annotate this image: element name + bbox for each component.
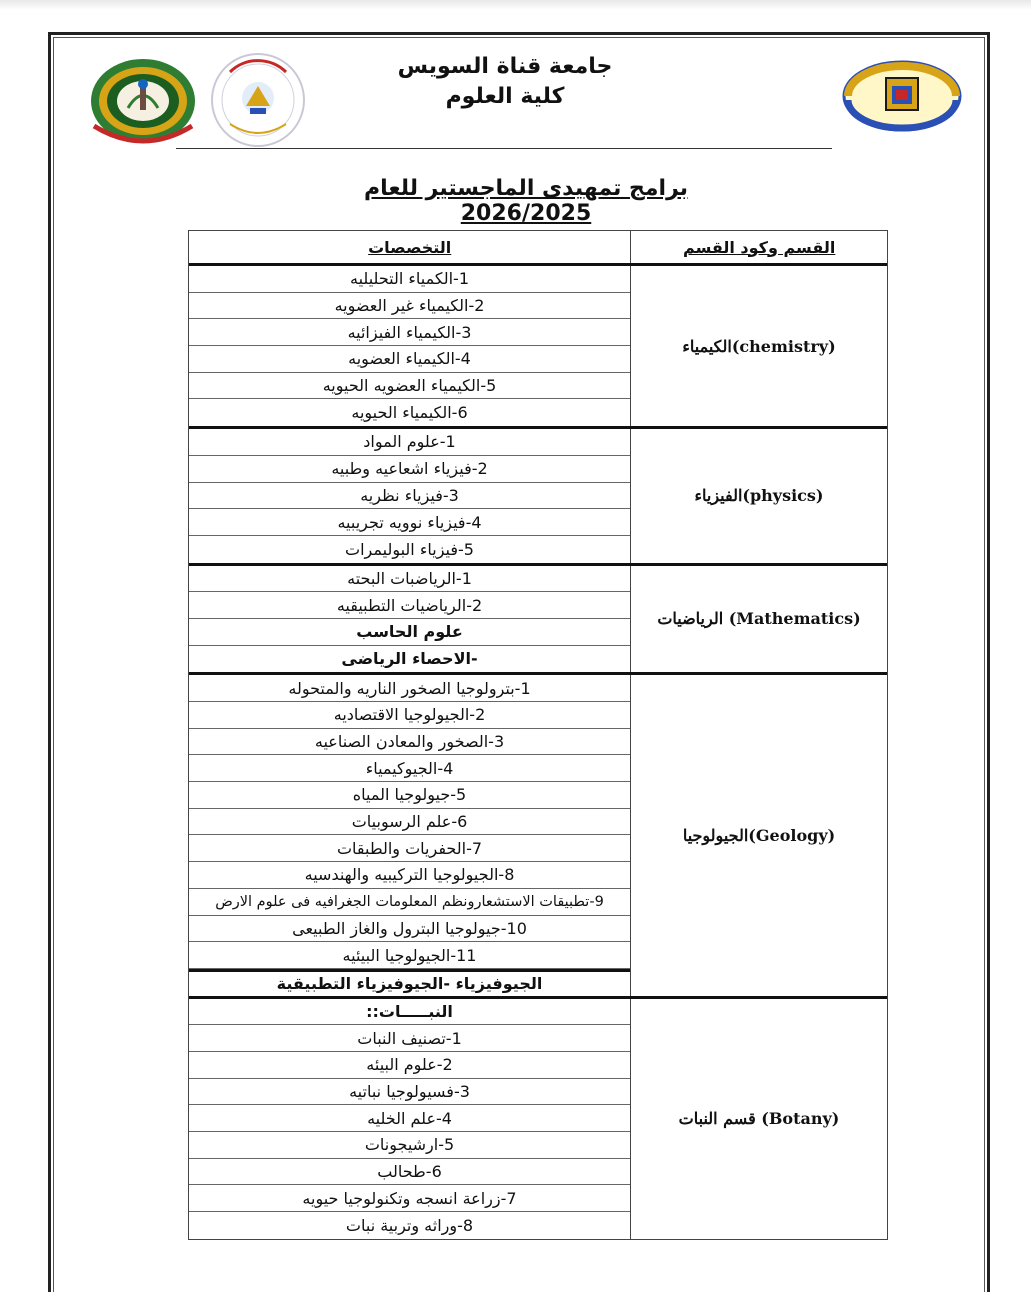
specialization-row: 3-فسيولوجيا نباتيه <box>189 1079 630 1106</box>
specialization-row: 3-الكيمياء الفيزائيه <box>189 319 630 346</box>
specializations-list <box>189 266 631 426</box>
specialization-row: 7-زراعة انسجه وتكنولوجيا حيويه <box>189 1185 630 1212</box>
specialization-row: 4-الجيوكيمياء <box>189 755 630 782</box>
page-shadow <box>0 0 1031 10</box>
department-group-physics <box>189 429 887 565</box>
geophysics-row: الجيوفيزياء -الجيوفيزياء التطبيقية <box>189 969 630 996</box>
department-name: الرياضيات (Mathematics) <box>657 609 861 629</box>
header-divider <box>176 148 832 149</box>
department-name: قسم النبات (Botany) <box>678 1109 840 1129</box>
specialization-row: 4-فيزياء نوويه تجريبيه <box>189 509 630 536</box>
specializations-list <box>189 999 631 1239</box>
specialization-row: علوم الحاسب <box>189 619 630 646</box>
specializations-list <box>189 429 631 562</box>
specializations-list <box>189 566 631 673</box>
specialization-row: 2-علوم البيئه <box>189 1052 630 1079</box>
university-name: جامعة قناة السويس <box>397 54 613 79</box>
specialization-row: -الاحصاء الرياضى <box>341 649 478 669</box>
specialization-row: 7-الحفريات والطبقات <box>189 835 630 862</box>
specialization-row: 9-تطبيقات الاستشعارونظم المعلومات الجغرافيه فى علوم الارض <box>189 889 630 916</box>
specialization-row: 2-الرياضيات التطبيقيه <box>189 592 630 619</box>
table-header <box>189 231 887 266</box>
programs-table <box>188 230 888 1240</box>
specialization-row: 11-الجيولوجيا البيئيه <box>189 942 630 969</box>
specialization-row: 8-وراثه وتربية نبات <box>345 1215 474 1235</box>
specializations-list <box>189 675 631 995</box>
botany-heading-row: النبـــــات:: <box>189 999 630 1026</box>
specialization-row: 1-الكمياء التحليليه <box>189 266 630 293</box>
specialization-row: 4-الكيمياء العضويه <box>189 346 630 373</box>
specialization-row: 1-علوم المواد <box>189 429 630 456</box>
specialization-row: 5-الكيمياء العضويه الحيويه <box>189 373 630 400</box>
department-name: الفيزياء(physics) <box>694 486 824 506</box>
specialization-row: 3-الصخور والمعادن الصناعيه <box>189 729 630 756</box>
column-header-department: القسم وكود القسم <box>683 237 836 257</box>
specialization-row: 3-فيزياء نظريه <box>189 483 630 510</box>
specialization-row: 6-طحالب <box>189 1159 630 1186</box>
specialization-row: 1-تصنيف النبات <box>189 1025 630 1052</box>
specialization-row: 2-الجيولوجيا الاقتصاديه <box>189 702 630 729</box>
specialization-row: 10-جيولوجيا البترول والغاز الطبيعى <box>189 916 630 943</box>
specialization-row: 1-بترولوجيا الصخور الناريه والمتحوله <box>189 675 630 702</box>
department-group-chemistry <box>189 266 887 429</box>
specialization-row: 1-الرياضبات البحته <box>189 566 630 593</box>
faculty-name: كلية العلوم <box>445 84 565 109</box>
specialization-row: 4-علم الخليه <box>189 1105 630 1132</box>
department-group-geology <box>189 675 887 998</box>
specialization-row: 5-فيزياء البوليمرات <box>345 539 474 559</box>
department-group-botany <box>189 999 887 1239</box>
specialization-row: 2-فيزياء اشعاعيه وطبيه <box>189 456 630 483</box>
specialization-row: 8-الجيولوجيا التركيبيه والهندسيه <box>189 862 630 889</box>
specialization-row: 5-ارشيجونات <box>189 1132 630 1159</box>
specialization-row: 6-علم الرسوبيات <box>189 809 630 836</box>
department-name: الكيمياء(chemistry) <box>682 336 836 356</box>
specialization-row: 6-الكيمياء الحيويه <box>351 403 468 423</box>
department-name: الجيولوجيا(Geology) <box>682 825 836 845</box>
document-title: برامج تمهيدى الماجستير للعام 2026/2025 <box>363 176 689 226</box>
specialization-row: 2-الكيمياء غير العضويه <box>189 293 630 320</box>
specialization-row: 5-جيولوجيا المياه <box>189 782 630 809</box>
column-header-specializations: التخصصات <box>189 231 631 263</box>
department-group-mathematics <box>189 566 887 676</box>
